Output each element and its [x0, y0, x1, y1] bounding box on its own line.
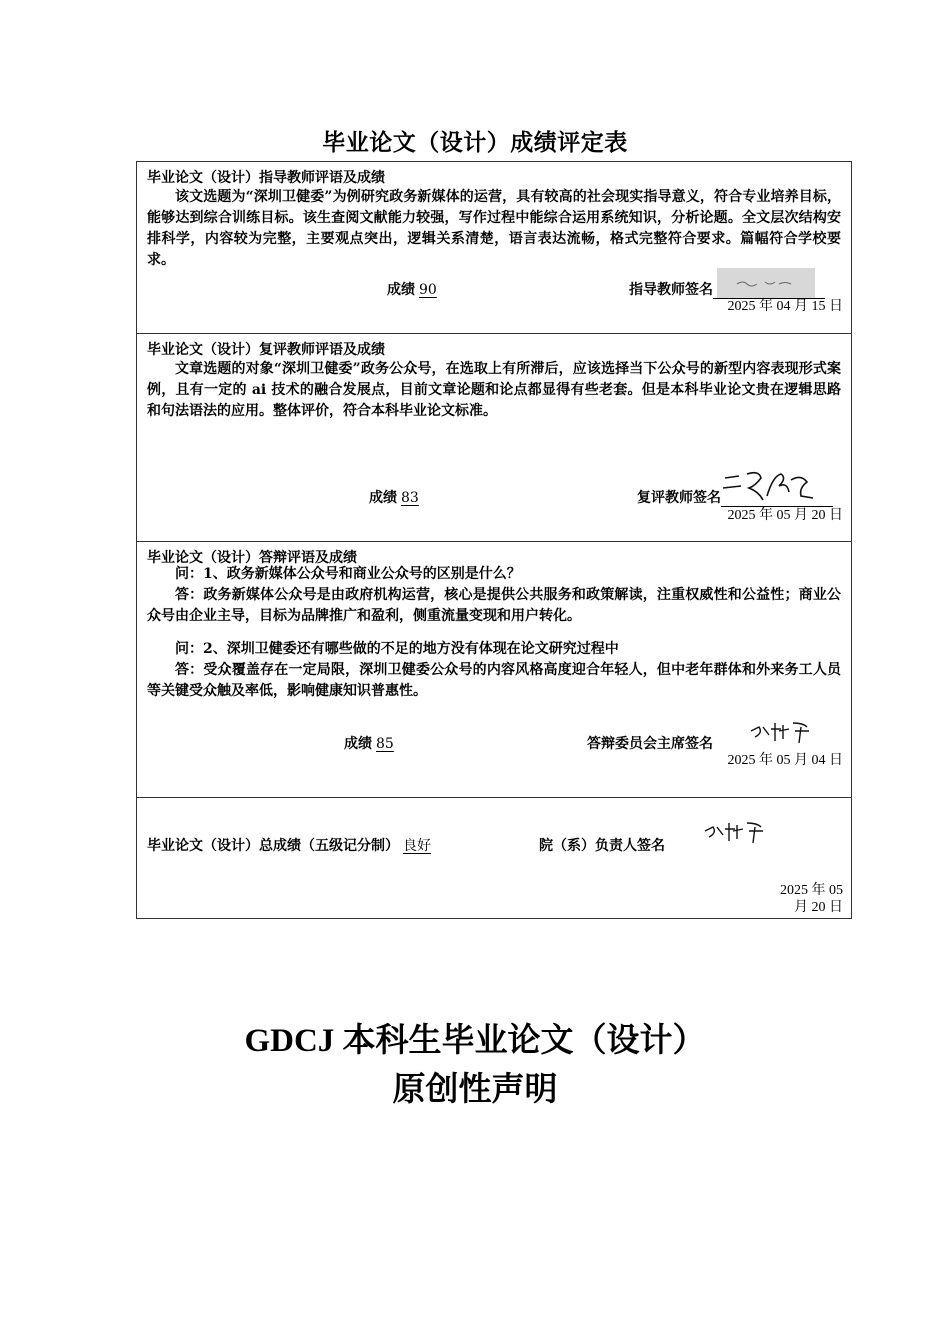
advisor-signature [629, 279, 825, 299]
final-grade-value: 良好 [403, 838, 431, 854]
defense-sign-label: 答辩委员会主席签名 [587, 736, 713, 752]
final-grade [147, 835, 445, 855]
reviewer-section [137, 334, 851, 542]
defense-grade [344, 733, 398, 753]
defense-grade-label: 成绩 [344, 736, 372, 752]
form-title: 毕业论文（设计）成绩评定表 [322, 129, 628, 156]
advisor-grade-label: 成绩 [387, 282, 415, 298]
defense-signature-image [747, 717, 817, 747]
advisor-sign-label: 指导教师签名 [629, 282, 713, 298]
advisor-signature-image [713, 280, 825, 299]
grading-table [136, 161, 852, 919]
defense-grade-value: 85 [376, 736, 394, 752]
declaration-subtitle: 原创性声明 [392, 1072, 558, 1108]
reviewer-grade-label: 成绩 [369, 490, 397, 506]
final-signature-image [701, 815, 773, 847]
defense-section [137, 542, 851, 798]
defense-signature [587, 733, 713, 753]
defense-date: 2025 年 05 月 04 日 [727, 753, 843, 768]
reviewer-signature-image [721, 488, 833, 507]
advisor-comment: 该文选题为“深圳卫健委”为例研究政务新媒体的运营，具有较高的社会现实指导意义，符合专业培养目标，能够达到综合训练目标。该生查阅文献能力较强，写作过程中能综合运用系统知识，分析论题。全文层次结构安排科学，内容较为完整，主要观点突出，逻辑关系清楚，语言表达流畅，格式完整符合要求。篇幅符合学校要求。 [147, 189, 841, 268]
final-signature [539, 835, 665, 855]
advisor-heading: 毕业论文（设计）指导教师评语及成绩 [147, 170, 385, 186]
final-section [137, 798, 851, 919]
final-grade-label: 毕业论文（设计）总成绩（五级记分制） [147, 838, 399, 854]
defense-question-1: 问：1、政务新媒体公众号和商业公众号的区别是什么？ [175, 566, 521, 582]
final-date-line-2: 月 20 日 [794, 900, 843, 915]
defense-question-2: 问：2、深圳卫健委还有哪些做的不足的地方没有体现在论文研究过程中 [175, 641, 619, 657]
advisor-date: 2025 年 04 月 15 日 [727, 299, 843, 314]
reviewer-date: 2025 年 05 月 20 日 [727, 508, 843, 523]
defense-answer-1: 答：政务新媒体公众号是由政府机构运营，核心是提供公共服务和政策解读，注重权威性和公益性；商业公众号由企业主导，目标为品牌推广和盈利，侧重流量变现和用户转化。 [147, 587, 841, 624]
reviewer-heading: 毕业论文（设计）复评教师评语及成绩 [147, 342, 385, 358]
advisor-grade [387, 279, 441, 299]
reviewer-comment: 文章选题的对象“深圳卫健委”政务公众号，在选取上有所滞后，应该选择当下公众号的新型内容表现形式案例，且有一定的 ai 技术的融合发展点，目前文章论题和论点都显得有些老套。但是本科毕业论文贵在逻辑思路和句法语法的应用。整体评价，符合本科毕业论文标准。 [147, 361, 841, 419]
advisor-grade-value: 90 [419, 282, 437, 298]
final-sign-label: 院（系）负责人签名 [539, 838, 665, 854]
defense-heading: 毕业论文（设计）答辩评语及成绩 [147, 550, 357, 566]
reviewer-grade [369, 487, 423, 507]
advisor-section [137, 162, 851, 334]
reviewer-sign-label: 复评教师签名 [637, 490, 721, 506]
final-date [743, 882, 843, 916]
final-date-line-1: 2025 年 05 [780, 883, 843, 898]
reviewer-signature [637, 487, 833, 507]
defense-answer-2: 答：受众覆盖存在一定局限，深圳卫健委公众号的内容风格高度迎合年轻人，但中老年群体和外来务工人员等关键受众触及率低，影响健康知识普惠性。 [147, 662, 841, 699]
declaration-title: GDCJ 本科生毕业论文（设计） [244, 1023, 706, 1059]
reviewer-grade-value: 83 [401, 490, 419, 506]
